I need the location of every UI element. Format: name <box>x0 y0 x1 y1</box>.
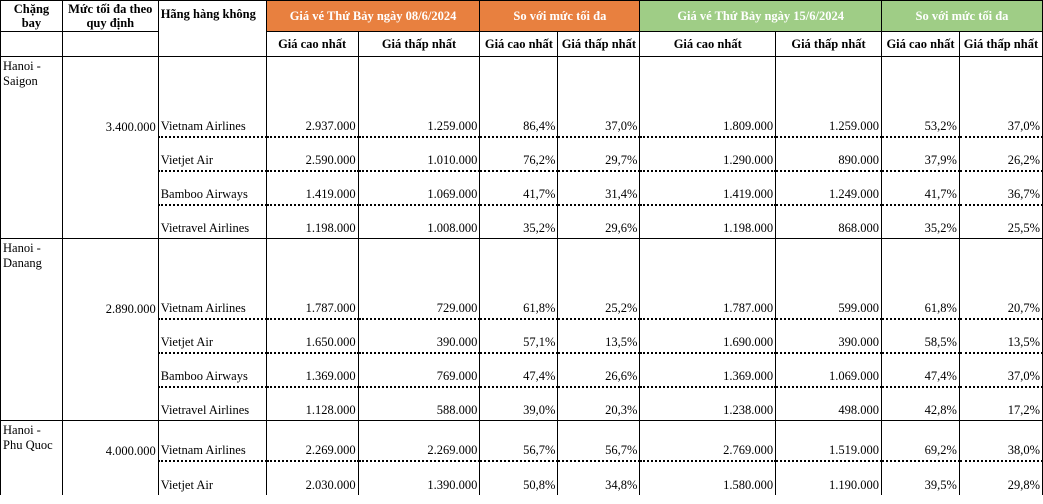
max-pct-0806: 47,4% <box>480 353 558 387</box>
airline-name: Vietjet Air <box>158 319 266 353</box>
min-pct-0806: 20,3% <box>558 387 640 421</box>
cap-value <box>62 205 158 239</box>
min-pct-1506: 36,7% <box>959 171 1042 205</box>
min-subheader: Giá thấp nhất <box>959 32 1042 57</box>
max-subheader: Giá cao nhất <box>480 32 558 57</box>
min-fare-0806: 1.259.000 <box>358 57 480 137</box>
table-row <box>1 57 1043 137</box>
max-fare-0806: 1.650.000 <box>266 319 358 353</box>
airline-name: Bamboo Airways <box>158 353 266 387</box>
min-fare-0806: 1.069.000 <box>358 171 480 205</box>
max-pct-0806: 61,8% <box>480 239 558 319</box>
max-pct-1506: 61,8% <box>881 239 959 319</box>
route-name: Hanoi - Saigon <box>1 57 63 239</box>
cap-value: 2.890.000 <box>62 239 158 319</box>
compare-1506-header: So với mức tối đa <box>881 1 1042 32</box>
min-pct-1506: 38,0% <box>959 421 1042 461</box>
max-fare-0806: 1.198.000 <box>266 205 358 239</box>
min-fare-0806: 390.000 <box>358 319 480 353</box>
max-fare-1506: 1.238.000 <box>640 387 776 421</box>
table-row <box>1 171 1043 205</box>
airline-name: Vietjet Air <box>158 137 266 171</box>
airline-name: Bamboo Airways <box>158 171 266 205</box>
min-fare-1506: 1.249.000 <box>776 171 882 205</box>
max-fare-0806: 2.590.000 <box>266 137 358 171</box>
min-fare-1506: 390.000 <box>776 319 882 353</box>
table-row <box>1 421 1043 461</box>
min-pct-0806: 31,4% <box>558 171 640 205</box>
table-row <box>1 387 1043 421</box>
max-pct-0806: 41,7% <box>480 171 558 205</box>
max-pct-1506: 42,8% <box>881 387 959 421</box>
cap-value: 4.000.000 <box>62 421 158 461</box>
min-pct-1506: 29,8% <box>959 461 1042 495</box>
min-subheader: Giá thấp nhất <box>358 32 480 57</box>
route-name: Hanoi - Phu Quoc <box>1 421 63 495</box>
compare-0806-header: So với mức tối đa <box>480 1 640 32</box>
min-pct-0806: 13,5% <box>558 319 640 353</box>
max-fare-0806: 2.269.000 <box>266 421 358 461</box>
airline-header: Hãng hàng không <box>158 1 266 57</box>
route-name: Hanoi - Danang <box>1 239 63 421</box>
cap-value <box>62 387 158 421</box>
max-pct-0806: 39,0% <box>480 387 558 421</box>
table-row <box>1 461 1043 495</box>
cap-header: Mức tối đa theo quy định <box>62 1 158 32</box>
max-pct-0806: 35,2% <box>480 205 558 239</box>
table-row <box>1 239 1043 319</box>
cap-value <box>62 171 158 205</box>
min-pct-1506: 25,5% <box>959 205 1042 239</box>
min-pct-1506: 17,2% <box>959 387 1042 421</box>
cap-value: 3.400.000 <box>62 57 158 137</box>
min-pct-0806: 29,6% <box>558 205 640 239</box>
cap-value <box>62 353 158 387</box>
fare-1506-header: Giá vé Thứ Bảy ngày 15/6/2024 <box>640 1 882 32</box>
max-fare-1506: 1.198.000 <box>640 205 776 239</box>
min-subheader: Giá thấp nhất <box>558 32 640 57</box>
max-pct-1506: 35,2% <box>881 205 959 239</box>
cap-value <box>62 137 158 171</box>
max-pct-0806: 50,8% <box>480 461 558 495</box>
cap-value <box>62 319 158 353</box>
max-fare-0806: 2.937.000 <box>266 57 358 137</box>
min-fare-0806: 729.000 <box>358 239 480 319</box>
airline-name: Vietnam Airlines <box>158 421 266 461</box>
min-pct-0806: 25,2% <box>558 239 640 319</box>
min-pct-1506: 37,0% <box>959 353 1042 387</box>
max-pct-0806: 76,2% <box>480 137 558 171</box>
max-fare-1506: 1.580.000 <box>640 461 776 495</box>
min-pct-1506: 13,5% <box>959 319 1042 353</box>
table-row <box>1 353 1043 387</box>
max-pct-1506: 41,7% <box>881 171 959 205</box>
max-fare-1506: 2.769.000 <box>640 421 776 461</box>
min-pct-0806: 37,0% <box>558 57 640 137</box>
min-pct-0806: 56,7% <box>558 421 640 461</box>
min-fare-1506: 498.000 <box>776 387 882 421</box>
min-subheader: Giá thấp nhất <box>776 32 882 57</box>
min-fare-1506: 1.069.000 <box>776 353 882 387</box>
min-fare-1506: 1.190.000 <box>776 461 882 495</box>
route-header: Chặng bay <box>1 1 63 32</box>
max-fare-1506: 1.787.000 <box>640 239 776 319</box>
max-fare-1506: 1.419.000 <box>640 171 776 205</box>
min-pct-0806: 34,8% <box>558 461 640 495</box>
max-fare-1506: 1.369.000 <box>640 353 776 387</box>
max-subheader: Giá cao nhất <box>881 32 959 57</box>
min-pct-1506: 20,7% <box>959 239 1042 319</box>
empty-subheader <box>62 32 158 57</box>
max-fare-0806: 2.030.000 <box>266 461 358 495</box>
max-pct-1506: 69,2% <box>881 421 959 461</box>
max-fare-0806: 1.787.000 <box>266 239 358 319</box>
min-fare-1506: 599.000 <box>776 239 882 319</box>
max-pct-0806: 57,1% <box>480 319 558 353</box>
empty-subheader <box>1 32 63 57</box>
airline-name: Vietravel Airlines <box>158 387 266 421</box>
airline-name: Vietjet Air <box>158 461 266 495</box>
min-fare-0806: 588.000 <box>358 387 480 421</box>
min-pct-1506: 26,2% <box>959 137 1042 171</box>
airline-name: Vietnam Airlines <box>158 57 266 137</box>
max-fare-1506: 1.690.000 <box>640 319 776 353</box>
max-subheader: Giá cao nhất <box>640 32 776 57</box>
min-fare-1506: 890.000 <box>776 137 882 171</box>
airline-name: Vietravel Airlines <box>158 205 266 239</box>
max-fare-1506: 1.290.000 <box>640 137 776 171</box>
min-fare-0806: 1.008.000 <box>358 205 480 239</box>
max-fare-0806: 1.419.000 <box>266 171 358 205</box>
min-pct-0806: 26,6% <box>558 353 640 387</box>
max-fare-0806: 1.369.000 <box>266 353 358 387</box>
max-pct-1506: 39,5% <box>881 461 959 495</box>
max-pct-0806: 86,4% <box>480 57 558 137</box>
max-subheader: Giá cao nhất <box>266 32 358 57</box>
max-fare-1506: 1.809.000 <box>640 57 776 137</box>
min-fare-1506: 1.259.000 <box>776 57 882 137</box>
table-row <box>1 137 1043 171</box>
max-pct-1506: 58,5% <box>881 319 959 353</box>
min-fare-1506: 1.519.000 <box>776 421 882 461</box>
fare-0806-header: Giá vé Thứ Bảy ngày 08/6/2024 <box>266 1 480 32</box>
max-fare-0806: 1.128.000 <box>266 387 358 421</box>
airline-name: Vietnam Airlines <box>158 239 266 319</box>
min-fare-0806: 2.269.000 <box>358 421 480 461</box>
max-pct-0806: 56,7% <box>480 421 558 461</box>
table-row <box>1 319 1043 353</box>
min-pct-1506: 37,0% <box>959 57 1042 137</box>
table-row <box>1 205 1043 239</box>
min-fare-1506: 868.000 <box>776 205 882 239</box>
min-fare-0806: 769.000 <box>358 353 480 387</box>
min-pct-0806: 29,7% <box>558 137 640 171</box>
max-pct-1506: 47,4% <box>881 353 959 387</box>
cap-value <box>62 461 158 495</box>
max-pct-1506: 53,2% <box>881 57 959 137</box>
min-fare-0806: 1.390.000 <box>358 461 480 495</box>
max-pct-1506: 37,9% <box>881 137 959 171</box>
min-fare-0806: 1.010.000 <box>358 137 480 171</box>
